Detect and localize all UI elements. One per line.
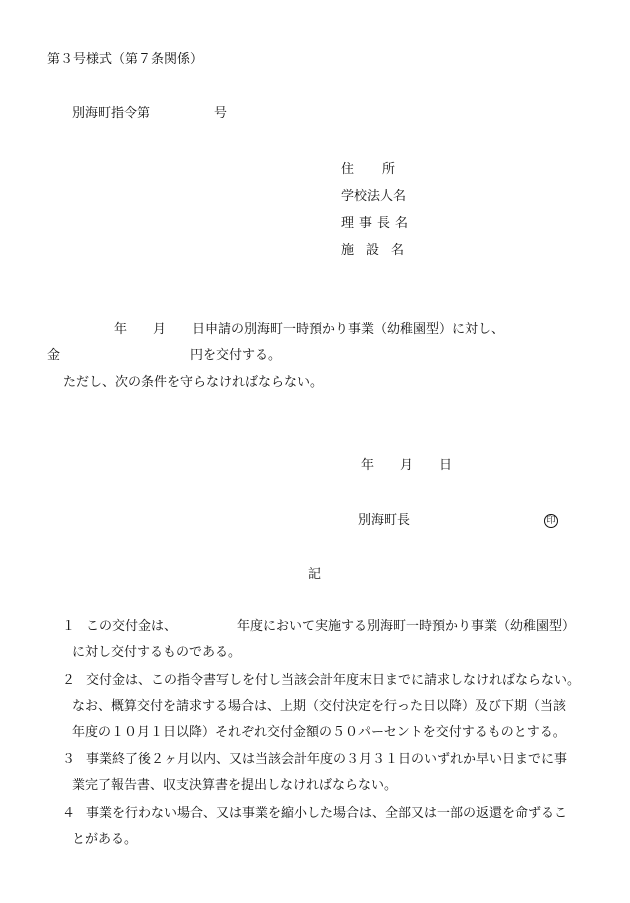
mayor-label: 別海町長	[358, 513, 411, 528]
issue-year-label: 年	[361, 458, 375, 473]
address-label: 住所	[341, 162, 424, 177]
directive-prefix: 別海町指令第	[72, 106, 151, 121]
condition-number: １	[62, 619, 76, 634]
condition-3-cont: 業完了報告書、収支決算書を提出しなければならない。	[72, 778, 398, 793]
apply-month-label: 月	[153, 322, 167, 337]
condition-2	[62, 674, 580, 687]
condition-4	[62, 807, 567, 820]
condition-2-cont: 年度の１０月１日以降）それぞれ交付金額の５０パーセントを交付するものとする。	[72, 725, 566, 740]
condition-number: ４	[62, 806, 76, 821]
condition-text: 年度において実施する別海町一時預かり事業（幼稚園型）	[237, 619, 576, 634]
condition-text: 事業終了後２ヶ月以内、又は当該会計年度の３月３１日のいずれか早い日までに事	[86, 752, 568, 767]
facility-label: 施設名	[341, 243, 417, 258]
condition-2-cont: なお、概算交付を請求する場合は、上期（交付決定を行った日以降）及び下期（当該	[72, 699, 567, 714]
issue-day-label: 日	[439, 458, 453, 473]
apply-text: 日申請の別海町一時預かり事業（幼稚園型）に対し、	[192, 322, 505, 337]
directive-suffix: 号	[214, 106, 228, 121]
condition-4-cont: とがある。	[72, 832, 138, 847]
amount-label: 金	[47, 348, 61, 363]
issue-month-label: 月	[400, 458, 414, 473]
section-title: 記	[308, 567, 322, 582]
condition-text: 事業を行わない場合、又は事業を縮小した場合は、全部又は一部の返還を命ずるこ	[86, 806, 568, 821]
condition-1-cont: に対し交付するものである。	[72, 645, 242, 660]
seal-mark: 印	[544, 514, 558, 528]
amount-text: 円を交付する。	[190, 348, 282, 363]
condition-3	[62, 753, 567, 766]
apply-year-label: 年	[114, 322, 128, 337]
condition-text: 交付金は、この指令書写しを付し当該会計年度末日までに請求しなければならない。	[86, 673, 581, 688]
school-corporation-label: 学校法人名	[341, 189, 407, 204]
condition-number: ３	[62, 752, 76, 767]
chairman-label: 理事長名	[341, 216, 414, 231]
conditions-list	[62, 0, 592, 903]
condition-text: この交付金は、	[86, 619, 178, 634]
condition-number: ２	[62, 673, 76, 688]
condition-1	[62, 620, 575, 633]
proviso-line: ただし、次の条件を守らなければならない。	[63, 375, 324, 390]
form-number: 第３号様式（第７条関係）	[47, 52, 204, 67]
